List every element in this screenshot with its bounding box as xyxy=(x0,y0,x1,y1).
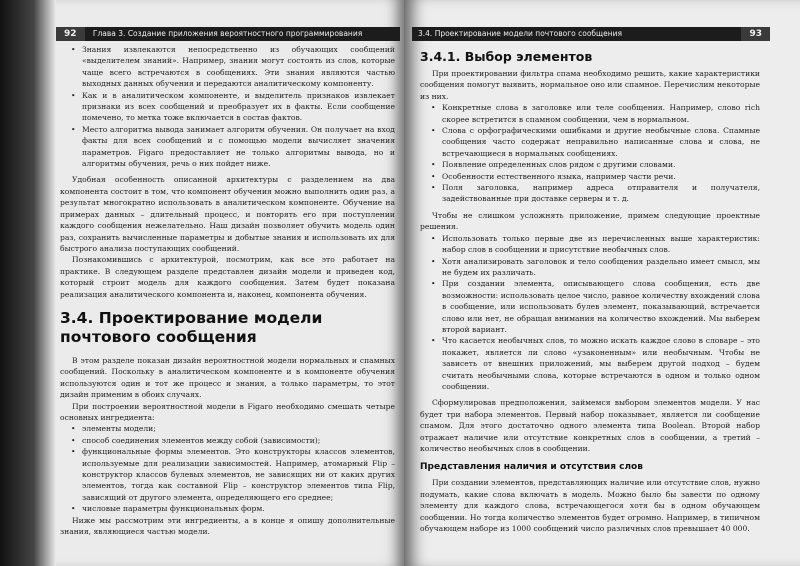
list-item: • Что касается необычных слов, то можно искать каждое слово в словаре – это покажет, является ли слово «узаконенным» или необычным. Чтобы не зависеть от внешних приложений, мы выберем другой подход – будем считать необычными слова, которые встречаются в одном и только одном сообщении. xyxy=(442,335,760,392)
left-bullet-list-top xyxy=(60,44,395,169)
paragraph: Удобная особенность описанной архитектуры с разделением на два компонента состоит в том, что компонент обучения можно выполнить один раз, а результат многократно использовать в аналитическом компоненте. Обучение на примерах данных – длительный процесс, и повторять его при поступлении каждого сообщения нежелательно. Наш дизайн позволяет обучить модель один раз, сохранить вычисленные параметры и добытые знания и использовать их для быстрого анализа поступающих сообщений. xyxy=(60,175,395,253)
paragraph: Сформулировав предположения, займемся выбором элементов модели. У нас будет три набора элементов. Первый набор показывает, является ли сообщение спамом. Для этого достаточно одного элемента типа Boolean. Второй набор отражает наличие или отсутствие конкретных слов в сообщении, а третий – количество необычных слов в сообщении. xyxy=(420,398,760,453)
ingredients-list xyxy=(60,423,395,514)
subsubsection-heading: Представления наличия и отсутствия слов xyxy=(420,462,643,473)
paragraph: Чтобы не слишком усложнять приложение, примем следующие проектные решения. xyxy=(420,210,760,232)
list-item: • числовые параметры функциональных форм. xyxy=(82,503,395,514)
list-item: • Поля заголовка, например адреса отправителя и получателя, задействованные при доставке серверы и т. д. xyxy=(442,182,760,205)
subsection-heading: 3.4.1. Выбор элементов xyxy=(420,49,593,64)
list-item: • функциональные формы элементов. Это конструкторы классов элементов, используемые для реализации зависимостей. Например, атомарный Flip – конструктор классов булевых элементов, не зависящих ни от каких других элементов, тогда как составной Flip – конструктор элементов типа Flip, зависящий от другого элемента, определяющего его среднее; xyxy=(82,446,395,503)
list-item: • элементы модели; xyxy=(82,423,395,434)
page-number-right: 93 xyxy=(741,27,770,41)
section-heading: 3.4. Проектирование модели почтового сообщения xyxy=(60,308,323,346)
paragraph: Ниже мы рассмотрим эти ингредиенты, а в конце я опишу дополнительные знания, являющиеся частью модели. xyxy=(60,515,395,537)
list-item: • Хотя анализировать заголовок и тело сообщения раздельно имеет смысл, мы не будем их различать. xyxy=(442,256,760,279)
page-edge-shadow xyxy=(0,0,56,566)
paragraph: При проектировании фильтра спама необходимо решить, какие характеристики сообщения помогут выявить, нормальное оно или спамное. Перечислим некоторые из них. xyxy=(420,69,760,101)
features-list xyxy=(420,102,760,205)
paragraph: При создании элементов, представляющих наличие или отсутствие слов, нужно подумать, какие слова включать в модель. Можно было бы завести по одному элементу для каждого слова, встречающегося хотя бы в одном обучающем сообщении. Но тогда количество элементов будет огромно. Например, в типичном обучающем наборе из 1000 сообщений число различных слов превышает 40 000. xyxy=(420,478,760,534)
running-head-title-right: 3.4. Проектирование модели почтового сообщения xyxy=(418,29,623,38)
running-header-left xyxy=(56,27,400,41)
paragraph: В этом разделе показан дизайн вероятностной модели нормальных и спамных сообщений. Поскольку в аналитическом компоненте и в компоненте обучения используются один и тот же процесс и знания, а только параметры, то этот дизайн применим в обоих случаях. xyxy=(60,355,395,400)
right-text-column xyxy=(420,44,760,534)
decisions-list xyxy=(420,233,760,393)
list-item: • Использовать только первые две из перечисленных выше характеристик: набор слов в сообщении и присутствие необычных слов. xyxy=(442,233,760,256)
page-number-left: 92 xyxy=(56,27,85,41)
list-item: • Слова с орфографическими ошибками и другие необычные слова. Спамные сообщения часто содержат неправильно написанные слова и слова, не встречающиеся в нормальных сообщениях. xyxy=(442,125,760,159)
paragraph: При построении вероятностной модели в Figaro необходимо смешать четыре основных ингредиента: xyxy=(60,401,395,422)
list-item: • способ соединения элементов между собой (зависимости); xyxy=(82,435,395,446)
left-text-column xyxy=(60,44,395,537)
list-item: • Как и в аналитическом компоненте, и выделитель признаков извлекает признаки из всех сообщений и преобразует их в факты. Если сообщение помечено, то метка тоже включается в состав фактов. xyxy=(82,90,395,124)
list-item: • Особенности естественного языка, например части речи. xyxy=(442,171,760,182)
running-header-right xyxy=(412,27,770,41)
list-item: • При создании элемента, описывающего слова сообщения, есть две возможности: использовать целое число, равное количеству вхождений слова в сообщение, или использовать булев элемент, показывающий, встречается слово или нет, не обращая внимания на количество вхождений. Мы выберем второй вариант. xyxy=(442,278,760,335)
list-item: • Появление определенных слов рядом с другими словами. xyxy=(442,159,760,170)
running-head-title-left: Глава 3. Создание приложения вероятностного программирования xyxy=(92,29,363,38)
right-page xyxy=(404,0,800,566)
paragraph: Познакомившись с архитектурой, посмотрим, как все это работает на практике. В следующем разделе представлен дизайн модели и приведен код, который строит модель для каждого сообщения. Затем будет показана реализация аналитического компонента и, наконец, компонента обучения. xyxy=(60,255,395,299)
list-item: • Конкретные слова в заголовке или теле сообщения. Например, слово rich скорее встретится в спамном сообщении, чем в нормальном. xyxy=(442,102,760,125)
list-item: • Знания извлекаются непосредственно из обучающих сообщений «выделителем знаний». Например, знания могут состоять из слов, которые чаще всего встречаются в сообщениях. Эти знания являются частью выходных данных обучения и передаются аналитическому компоненту. xyxy=(82,44,395,90)
list-item: • Место алгоритма вывода занимает алгоритм обучения. Он получает на вход факты для всех сообщений и с помощью модели вычисляет значения параметров. Figaro предоставляет не только алгоритмы вывода, но и алгоритмы обучения, речь о них пойдет ниже. xyxy=(82,124,395,170)
